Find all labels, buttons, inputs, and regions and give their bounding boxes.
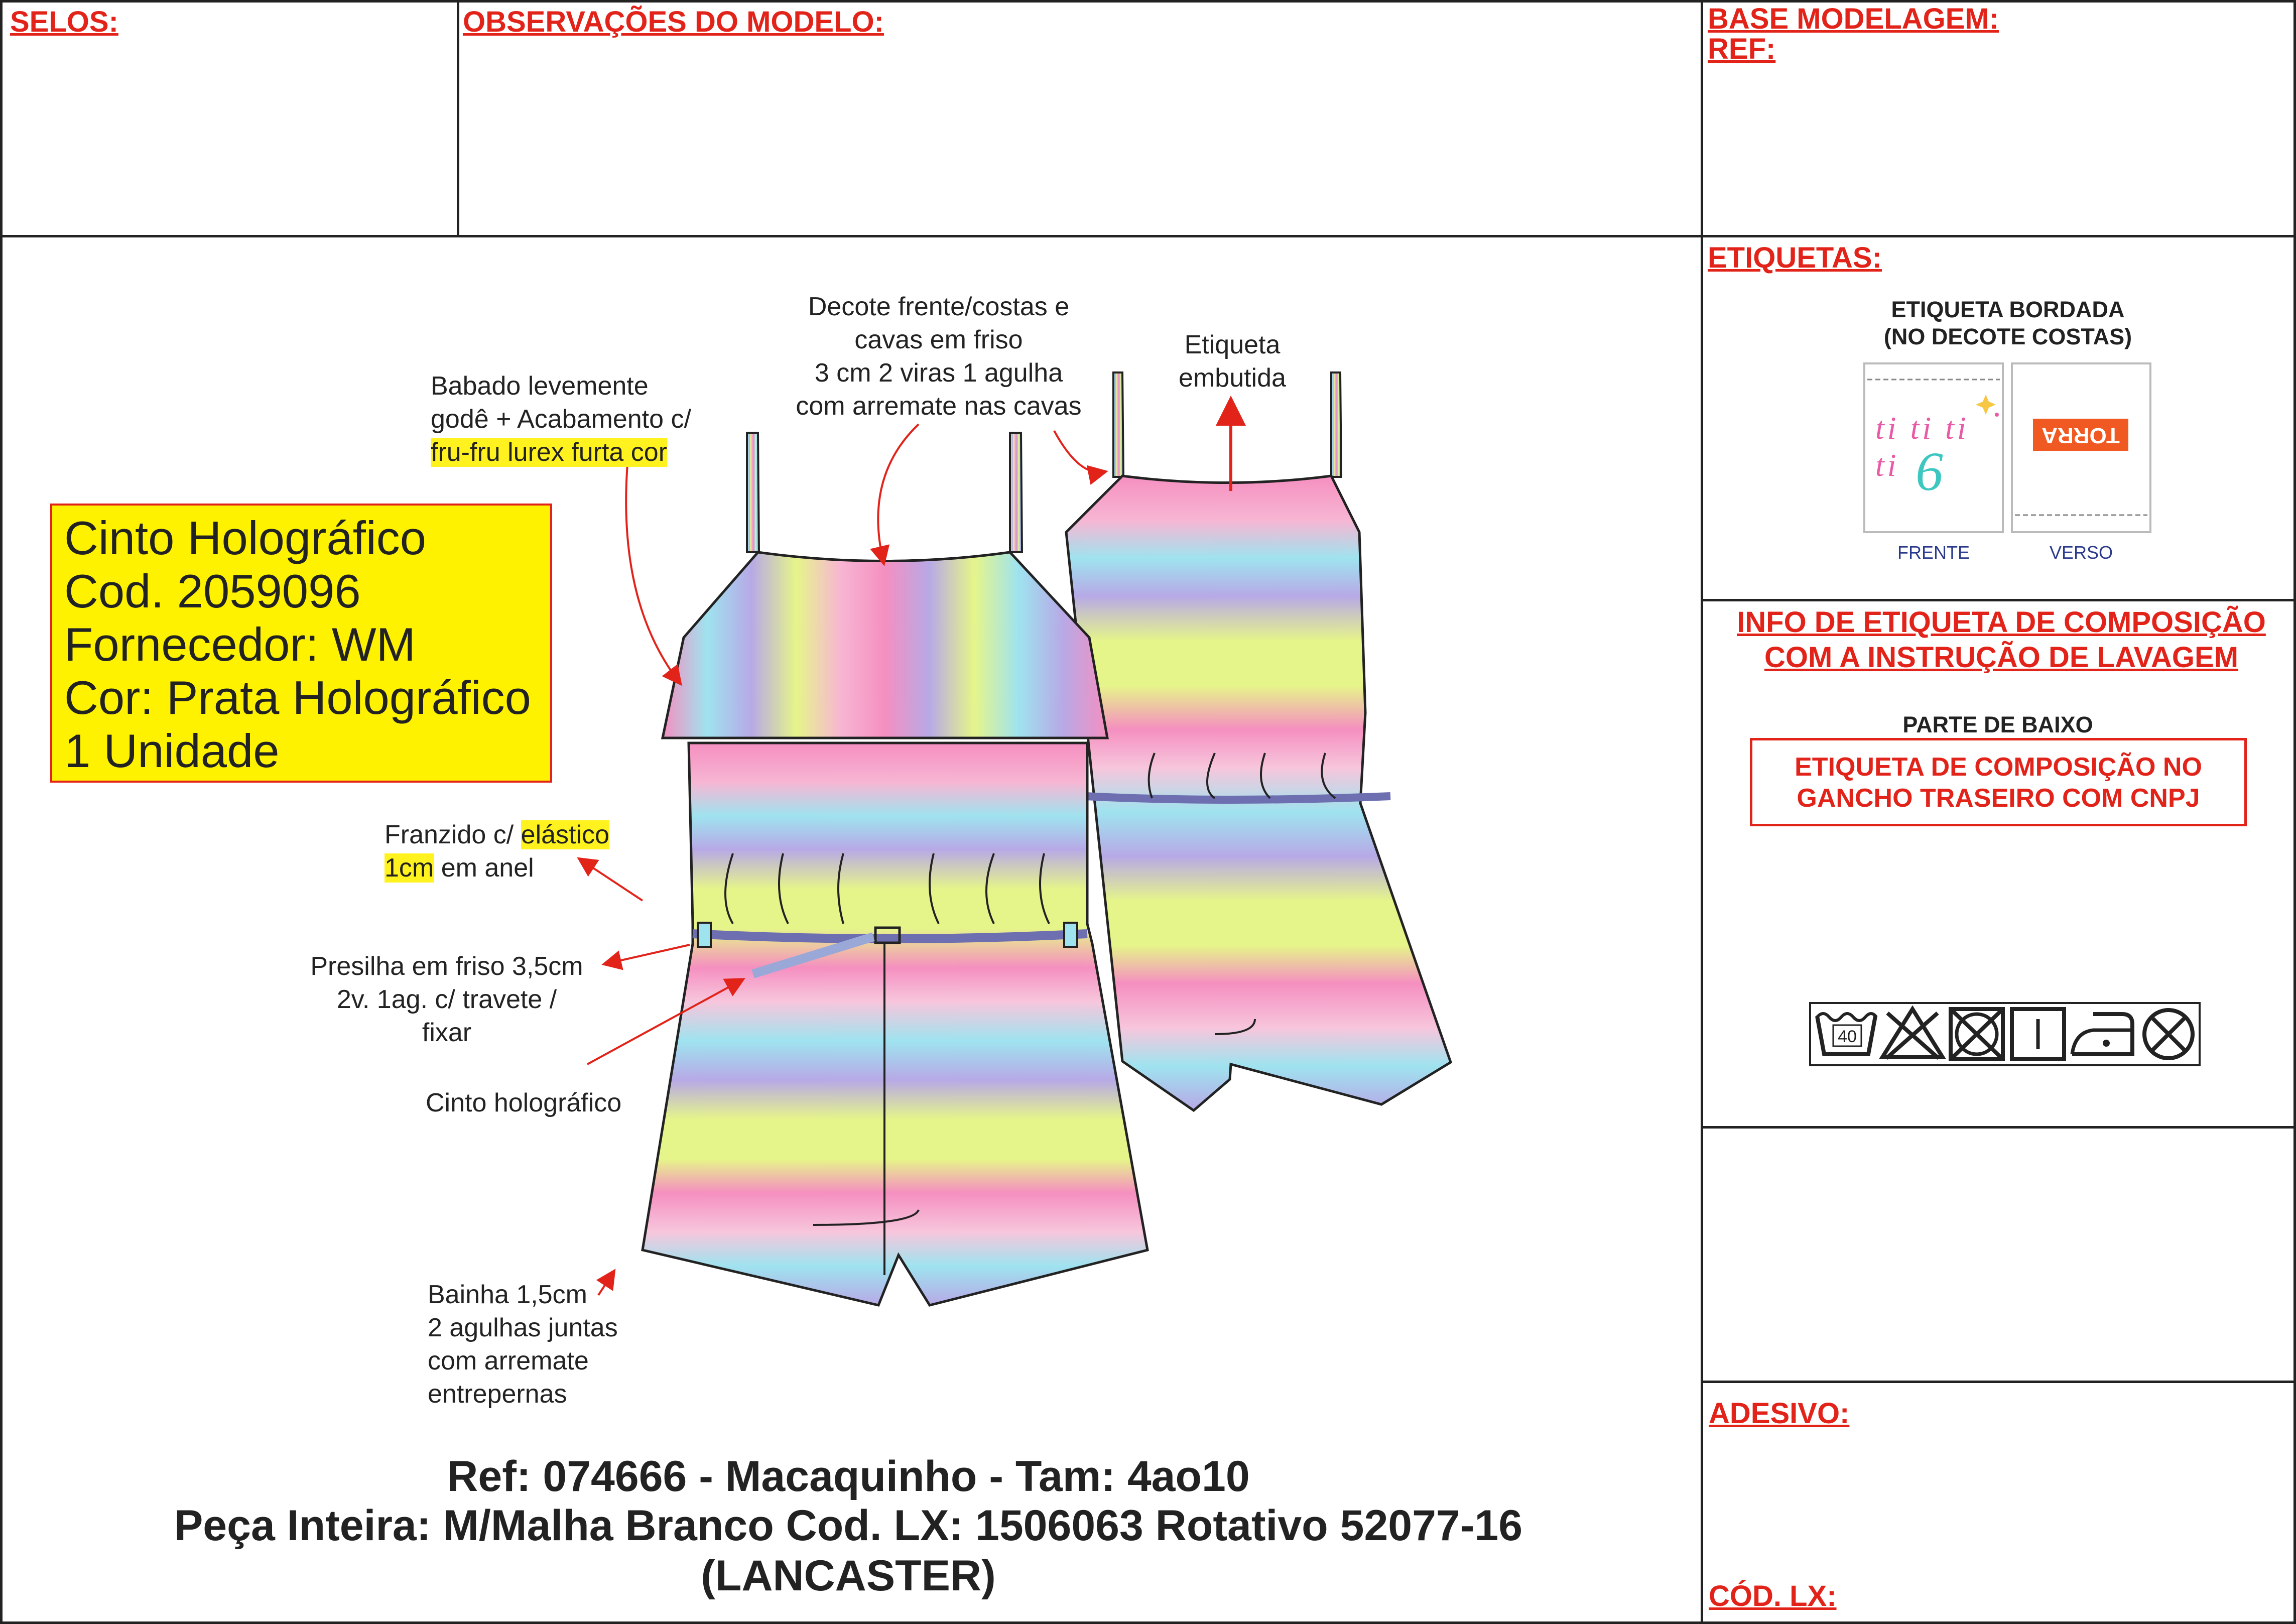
footer-fabric: Peça Inteira: M/Malha Branco Cod. LX: 1506063 Rotativo 52077-16	[174, 1502, 1523, 1550]
footer-supplier: (LANCASTER)	[701, 1552, 996, 1600]
babado-note: Babado levemente godê + Acabamento c/ fru-fru lurex furta cor	[431, 371, 691, 467]
selos-title: SELOS:	[10, 6, 118, 38]
franzido-note: Franzido c/ elástico 1cm em anel	[385, 820, 609, 883]
info-line1: INFO DE ETIQUETA DE COMPOSIÇÃO	[1737, 606, 2266, 639]
belt-info-line2: Cod. 2059096	[64, 565, 361, 617]
back-view-romper	[1066, 372, 1451, 1110]
belt-info-line1: Cinto Holográfico	[64, 512, 427, 564]
adesivo-divider	[1701, 1381, 2296, 1383]
etiquetas-title: ETIQUETAS:	[1708, 241, 1882, 274]
etiqueta-bordada-title	[1827, 296, 2189, 350]
belt-info-line3: Fornecedor: WM	[64, 618, 416, 671]
etiqueta-embutida-note: Etiqueta embutida	[1179, 330, 1286, 393]
info-line2: COM A INSTRUÇÃO DE LAVAGEM	[1764, 641, 2239, 674]
composicao-box	[1750, 738, 2247, 826]
tag-front-text: ti ti ti ti	[1875, 410, 1969, 483]
tag-front-number: 6	[1916, 441, 1943, 502]
composicao-line1: ETIQUETA DE COMPOSIÇÃO NO	[1795, 753, 2202, 782]
cod-lx-title: CÓD. LX:	[1709, 1580, 1837, 1612]
etiqueta-bordada-line2: (NO DECOTE COSTAS)	[1883, 324, 2132, 349]
cinto-note: Cinto holográfico	[426, 1088, 622, 1117]
composicao-line2: GANCHO TRASEIRO COM CNPJ	[1797, 784, 2200, 813]
ref-title: REF:	[1708, 33, 1776, 65]
parte-de-baixo: PARTE DE BAIXO	[1902, 712, 2093, 737]
decote-note: Decote frente/costas e cavas em friso 3 cm 2 viras 1 agulha com arremate nas cavas	[796, 292, 1082, 421]
adesivo-title: ADESIVO:	[1709, 1397, 1850, 1430]
frente-label: FRENTE	[1897, 542, 1970, 563]
tag-back-art	[2013, 364, 2149, 531]
footer-ref: Ref: 074666 - Macaquinho - Tam: 4ao10	[447, 1452, 1250, 1501]
label-tag-front	[1863, 362, 2004, 533]
wash-temp: 40	[1838, 1027, 1857, 1046]
belt-info-line5: 1 Unidade	[64, 724, 280, 777]
care-symbols	[1809, 1002, 2201, 1066]
etiquetas-divider	[1701, 599, 2296, 601]
verso-label: VERSO	[2049, 542, 2113, 563]
etiqueta-bordada-line1: ETIQUETA BORDADA	[1891, 297, 2125, 322]
belt-info-line4: Cor: Prata Holográfico	[64, 671, 531, 724]
base-modelagem-title: BASE MODELAGEM:	[1708, 3, 1999, 35]
observacoes-title: OBSERVAÇÕES DO MODELO:	[463, 6, 884, 38]
info-divider	[1701, 1126, 2296, 1129]
bainha-note: Bainha 1,5cm 2 agulhas juntas com arremate entrepernas	[428, 1280, 618, 1409]
tag-back-text: TORRA	[2042, 423, 2120, 448]
label-tag-back	[2011, 362, 2151, 533]
presilha-note: Presilha em friso 3,5cm 2v. 1ag. c/ travete / fixar	[310, 952, 583, 1048]
